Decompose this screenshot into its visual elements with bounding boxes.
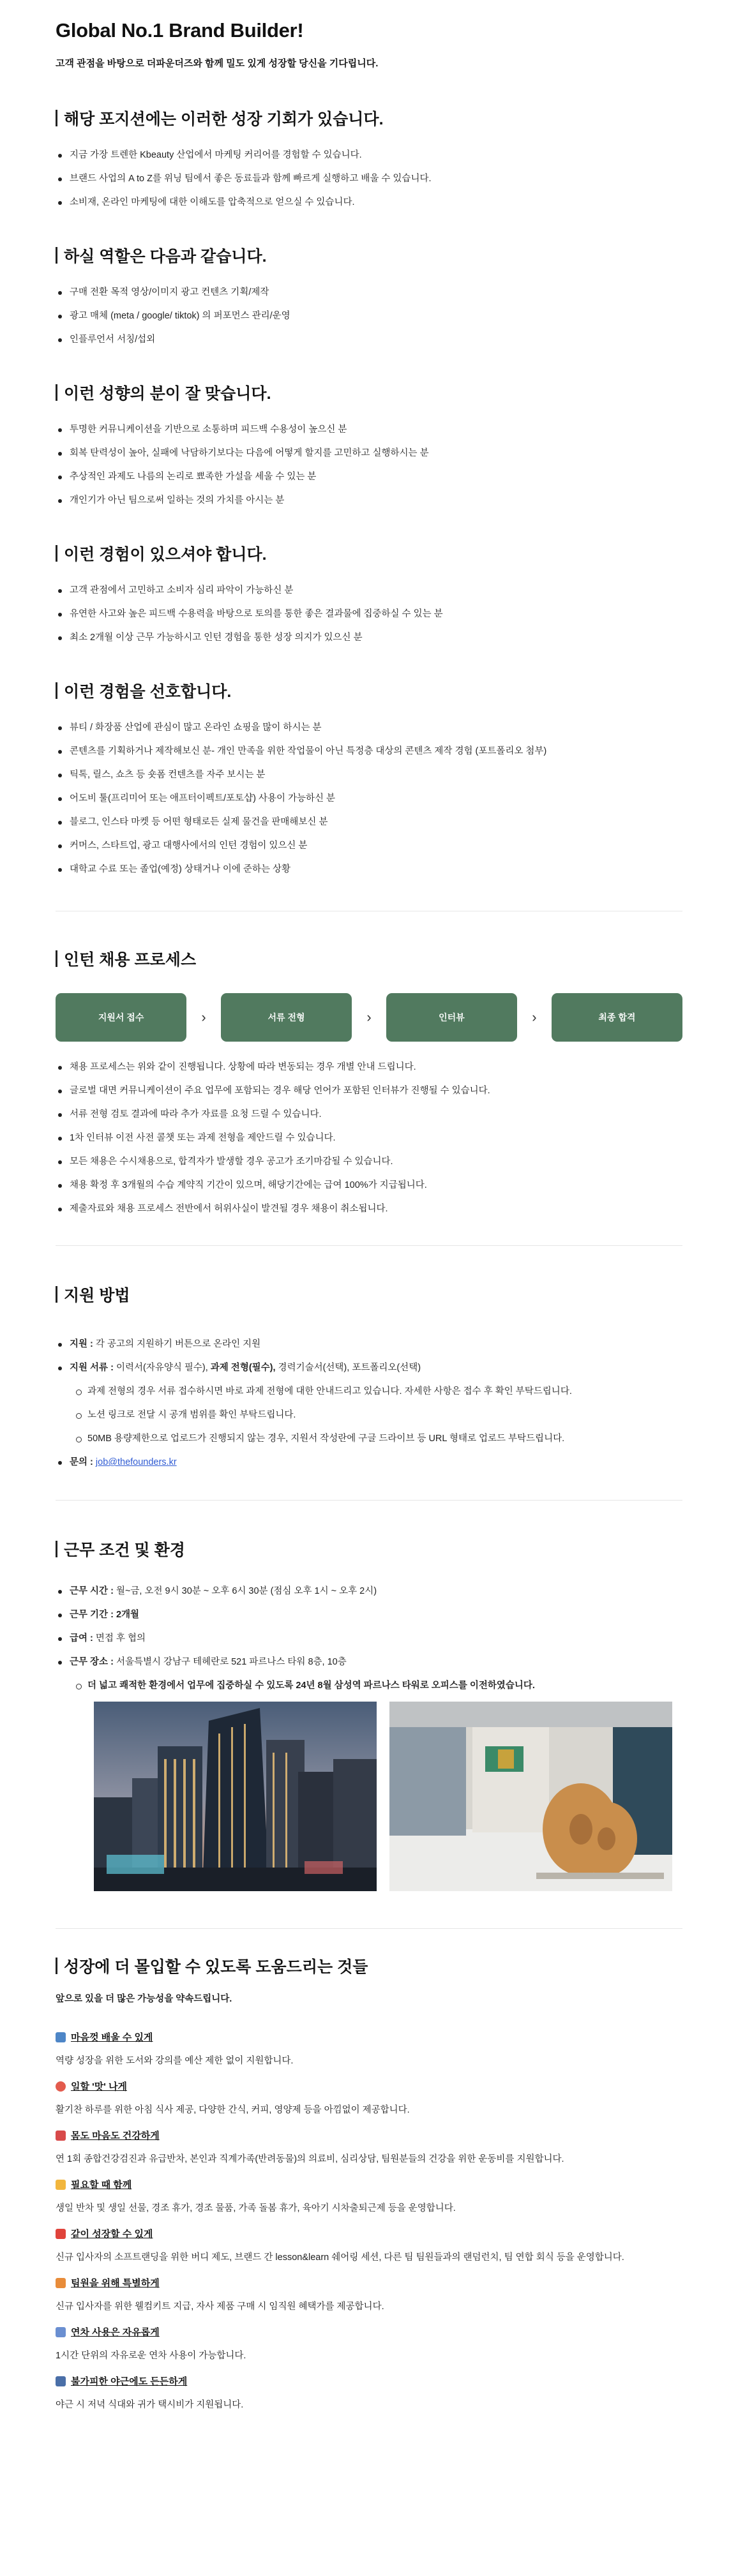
process-steps	[56, 993, 682, 1042]
list-item: 회복 탄력성이 높아, 실패에 낙담하기보다는 다음에 어떻게 할지를 고민하고 실행하시는 분	[56, 442, 682, 465]
office-photos	[94, 1702, 682, 1891]
family-icon	[56, 2180, 66, 2190]
role-list	[56, 281, 682, 352]
list-item: 콘텐츠를 기획하거나 제작해보신 분- 개인 만족을 위한 작업물이 아닌 특정층 대상의 콘텐츠 제작 경험 (포트폴리오 첨부)	[56, 740, 682, 763]
required-list	[56, 579, 682, 650]
list-item: 개인기가 아닌 팀으로써 일하는 것의 가치를 아시는 분	[56, 489, 682, 513]
list-item: 유연한 사고와 높은 피드백 수용력을 바탕으로 토의를 통한 좋은 결과물에 집중하실 수 있는 분	[56, 603, 682, 626]
list-item: 50MB 용량제한으로 업로드가 진행되지 않는 경우, 지원서 작성란에 구글 드라이브 등 URL 형태로 업로드 부탁드립니다.	[73, 1427, 682, 1451]
list-item: 모든 채용은 수시채용으로, 합격자가 발생할 경우 공고가 조기마감될 수 있습니다.	[56, 1150, 682, 1174]
perk-item: 팀원을 위해 특별하게 신규 입사자를 위한 웰컴키트 지급, 자사 제품 구매 시 임직원 혜택가를 제공합니다.	[56, 2278, 384, 2312]
perk-item: 필요할 때 함께 생일 반차 및 생일 선물, 경조 휴가, 경조 물품, 가족 돌봄 휴가, 육아기 시차출퇴근제 등을 운영합니다.	[56, 2180, 456, 2213]
list-item: 브랜드 사업의 A to Z를 위닝 팀에서 좋은 동료들과 함께 빠르게 실행하고 배울 수 있습니다.	[56, 167, 682, 191]
contact-email-link[interactable]: job@thefounders.kr	[95, 1457, 177, 1467]
section-title: 해당 포지션에는 이러한 성장 기회가 있습니다.	[56, 107, 682, 130]
list-item: 구매 전환 목적 영상/이미지 광고 컨텐츠 기획/제작	[56, 281, 682, 304]
process-step: 서류 전형	[221, 993, 352, 1042]
list-item: 광고 매체 (meta / google/ tiktok) 의 퍼포먼스 관리/운영	[56, 304, 682, 328]
list-item: 노션 링크로 전달 시 공개 범위를 확인 부탁드립니다.	[73, 1404, 682, 1427]
section-title: 근무 조건 및 환경	[56, 1538, 682, 1561]
perk-item: 연차 사용은 자유롭게 1시간 단위의 자유로운 연차 사용이 가능합니다.	[56, 2327, 246, 2361]
section-title: 하실 역할은 다음과 같습니다.	[56, 244, 682, 267]
section-work	[56, 1538, 682, 1891]
perk-item: 마음껏 배울 수 있게 역량 성장을 위한 도서와 강의를 예산 제한 없이 지원합니다.	[56, 2032, 294, 2066]
list-item: 지금 가장 트렌한 Kbeauty 산업에서 마케팅 커리어를 경험할 수 있습니다.	[56, 144, 682, 167]
chevron-right-icon: ›	[201, 1009, 206, 1025]
section-fit	[56, 381, 682, 513]
divider	[56, 1245, 682, 1246]
perk-item: 일할 '맛' 나게 활기찬 하루를 위한 아침 식사 제공, 다양한 간식, 커피, 영양제 등을 아낌없이 제공합니다.	[56, 2081, 410, 2115]
section-title: 인턴 채용 프로세스	[56, 947, 682, 970]
list-item: 근무 장소 : 서울특별시 강남구 테헤란로 521 파르나스 타워 8층, 10층	[56, 1651, 682, 1674]
books-icon	[56, 2032, 66, 2042]
meal-icon	[56, 2081, 66, 2092]
list-item: 채용 확정 후 3개월의 수습 계약직 기간이 있으며, 해당기간에는 급여 100%가 지급됩니다.	[56, 1174, 682, 1197]
contact-item: 문의 : job@thefounders.kr	[56, 1451, 682, 1474]
perks-subtitle: 앞으로 있을 더 많은 가능성을 약속드립니다.	[56, 1994, 232, 2004]
section-title: 성장에 더 몰입할 수 있도록 도움드리는 것들	[56, 1954, 682, 1977]
list-item: 어도비 툴(프리미어 또는 애프터이펙트/포토샵) 사용이 가능하신 분	[56, 787, 682, 811]
work-sub-list	[73, 1674, 682, 1698]
chevron-right-icon: ›	[366, 1009, 372, 1025]
section-title: 이런 경험을 선호합니다.	[56, 679, 682, 702]
preferred-list	[56, 716, 682, 881]
calendar-icon	[56, 2327, 66, 2337]
section-preferred	[56, 679, 682, 881]
section-title: 이런 경험이 있으셔야 합니다.	[56, 542, 682, 565]
list-item: 뷰티 / 화장품 산업에 관심이 많고 온라인 쇼핑을 많이 하시는 분	[56, 716, 682, 740]
gift-icon	[56, 2278, 66, 2288]
list-item: 투명한 커뮤니케이션을 기반으로 소통하며 피드백 수용성이 높으신 분	[56, 418, 682, 442]
apply-list	[56, 1333, 682, 1380]
flag-icon	[56, 2229, 66, 2239]
section-perks	[56, 1954, 682, 2415]
section-process	[56, 947, 682, 1221]
list-item: 커머스, 스타트업, 광고 대행사에서의 인턴 경험이 있으신 분	[56, 834, 682, 858]
apply-sub-list	[73, 1380, 682, 1451]
list-item: 근무 기간 : 2개월	[56, 1603, 682, 1627]
process-step: 인터뷰	[386, 993, 517, 1042]
list-item: 최소 2개월 이상 근무 가능하시고 인턴 경험을 통한 성장 의지가 있으신 분	[56, 626, 682, 650]
work-list	[56, 1580, 682, 1674]
list-item: 고객 관점에서 고민하고 소비자 심리 파악이 가능하신 분	[56, 579, 682, 603]
section-title: 이런 성향의 분이 잘 맞습니다.	[56, 381, 682, 404]
list-item: 블로그, 인스타 마켓 등 어떤 형태로든 실제 물건을 판매해보신 분	[56, 811, 682, 834]
process-step: 지원서 접수	[56, 993, 186, 1042]
perk-item: 같이 성장할 수 있게 신규 입사자의 소프트랜딩을 위한 버디 제도, 브랜드 간 lesson&learn 쉐어링 세션, 다른 팀 팀원들과의 랜덤런치, 팀 연합 회식 등을 운영합니다.	[56, 2229, 624, 2263]
apply-docs: 지원 서류 : 이력서(자유양식 필수), 과제 전형(필수), 경력기술서(선택), 포트폴리오(선택)	[56, 1356, 682, 1380]
list-item: 1차 인터뷰 이전 사전 콜챗 또는 과제 전형을 제안드릴 수 있습니다.	[56, 1127, 682, 1150]
process-notes	[56, 1056, 682, 1221]
health-icon	[56, 2130, 66, 2141]
list-item: 채용 프로세스는 위와 같이 진행됩니다. 상황에 따라 변동되는 경우 개별 안내 드립니다.	[56, 1056, 682, 1079]
process-step: 최종 합격	[552, 993, 682, 1042]
perk-item: 불가피한 야근에도 든든하게 야근 시 저녁 식대와 귀가 택시비가 지원됩니다.	[56, 2376, 244, 2410]
section-growth	[56, 107, 682, 214]
list-item: 급여 : 면접 후 협의	[56, 1627, 682, 1651]
apply-method: 지원 : 각 공고의 지원하기 버튼으로 온라인 지원	[56, 1333, 682, 1356]
section-role	[56, 244, 682, 352]
list-item: 소비재, 온라인 마케팅에 대한 이해도를 압축적으로 얻으실 수 있습니다.	[56, 191, 682, 214]
list-item: 추상적인 과제도 나름의 논리로 뾰족한 가설을 세울 수 있는 분	[56, 465, 682, 489]
list-item: 제출자료와 채용 프로세스 전반에서 허위사실이 발견될 경우 채용이 취소됩니다.	[56, 1197, 682, 1221]
list-item: 과제 전형의 경우 서류 접수하시면 바로 과제 전형에 대한 안내드리고 있습니다. 자세한 사항은 접수 후 확인 부탁드립니다.	[73, 1380, 682, 1404]
taxi-icon	[56, 2376, 66, 2386]
list-item: 근무 시간 : 월~금, 오전 9시 30분 ~ 오후 6시 30분 (점심 오후 1시 ~ 오후 2시)	[56, 1580, 682, 1603]
apply-contact	[56, 1451, 682, 1474]
section-apply	[56, 1283, 682, 1474]
list-item: 더 넓고 쾌적한 환경에서 업무에 집중하실 수 있도록 24년 8월 삼성역 파르나스 타워로 오피스를 이전하였습니다.	[73, 1674, 682, 1698]
list-item: 글로벌 대면 커뮤니케이션이 주요 업무에 포함되는 경우 해당 언어가 포함된 인터뷰가 진행될 수 있습니다.	[56, 1079, 682, 1103]
office-lobby-photo	[389, 1702, 672, 1891]
list-item: 대학교 수료 또는 졸업(예정) 상태거나 이에 준하는 상황	[56, 858, 682, 881]
list-item: 틱톡, 릴스, 쇼츠 등 숏폼 컨텐츠를 자주 보시는 분	[56, 763, 682, 787]
divider	[56, 1928, 682, 1929]
office-building-photo	[94, 1702, 377, 1891]
page-title: Global No.1 Brand Builder!	[56, 19, 304, 41]
fit-list	[56, 418, 682, 513]
divider	[56, 1500, 682, 1501]
chevron-right-icon: ›	[532, 1009, 537, 1025]
section-title: 지원 방법	[56, 1283, 682, 1306]
section-required	[56, 542, 682, 650]
growth-list	[56, 144, 682, 214]
perk-item: 몸도 마음도 건강하게 연 1회 종합건강검진과 유급반차, 본인과 직계가족(반려동물)의 의료비, 심리상담, 팀원분들의 건강을 위한 운동비를 지원합니다.	[56, 2130, 564, 2164]
page-subtitle: 고객 관점을 바탕으로 더파운더즈와 함께 밀도 있게 성장할 당신을 기다립니다.	[56, 58, 379, 69]
list-item: 인플루언서 서칭/섭외	[56, 328, 682, 352]
list-item: 서류 전형 검토 결과에 따라 추가 자료를 요청 드릴 수 있습니다.	[56, 1103, 682, 1127]
